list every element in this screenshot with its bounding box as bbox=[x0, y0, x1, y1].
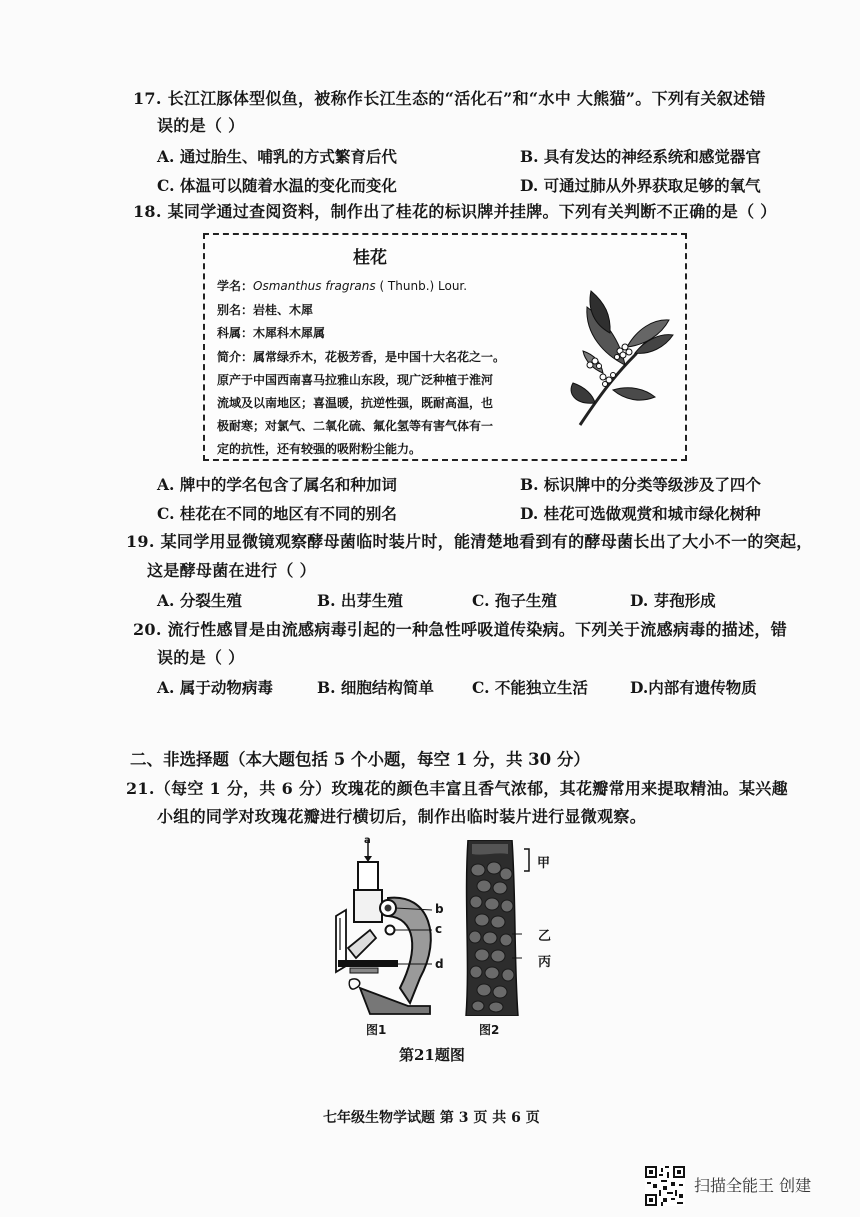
q19-option-c: C. 孢子生殖 bbox=[472, 591, 557, 610]
q17-option-d: D. 可通过肺从外界获取足够的氧气 bbox=[520, 176, 761, 195]
q17-stem-line1: 17. 长江江豚体型似鱼，被称作长江生态的“活化石”和“水中 大熊猫”。下列有关叙述错 bbox=[133, 89, 766, 108]
q17-stem-line2: 误的是（ ） bbox=[157, 116, 245, 135]
card-alias: 别名：岩桂、木犀 bbox=[217, 303, 314, 317]
q18-option-d: D. 桂花可选做观赏和城市绿化树种 bbox=[520, 504, 761, 523]
scanner-watermark: 扫描全能王 创建 bbox=[694, 1176, 812, 1195]
q19-option-d: D. 芽孢形成 bbox=[630, 591, 716, 610]
q19-option-a: A. 分裂生殖 bbox=[157, 591, 242, 610]
fig1-label-b: b bbox=[435, 902, 444, 916]
q18-option-a: A. 牌中的学名包含了属名和种加词 bbox=[157, 475, 397, 494]
fig1-caption: 图1 bbox=[366, 1023, 387, 1037]
q17-option-b: B. 具有发达的神经系统和感觉器官 bbox=[520, 147, 761, 166]
q19-stem-line2: 这是酵母菌在进行（ ） bbox=[147, 561, 316, 580]
card-sci-author: ( Thunb.) Lour. bbox=[375, 279, 468, 293]
card-intro-line2: 原产于中国西南喜马拉雅山东段，现广泛种植于淮河 bbox=[217, 373, 494, 387]
q20-option-c: C. 不能独立生活 bbox=[472, 678, 588, 697]
q19-stem-line1: 19. 某同学用显微镜观察酵母菌临时装片时，能清楚地看到有的酵母菌长出了大小不一的突起， bbox=[126, 532, 813, 551]
card-intro-line4: 极耐寒；对氯气、二氧化硫、氟化氢等有害气体有一 bbox=[217, 419, 494, 433]
section-detail: （本大题包括 5 个小题，每空 1 分，共 30 分） bbox=[229, 750, 590, 769]
card-family: 科属：木犀科木犀属 bbox=[217, 326, 326, 340]
q20-stem-line1: 20. 流行性感冒是由流感病毒引起的一种急性呼吸道传染病。下列关于流感病毒的描述，错 bbox=[133, 620, 788, 639]
card-sci-label: 学名： bbox=[217, 279, 254, 293]
q18-stem-line1: 18. 某同学通过查阅资料，制作出了桂花的标识牌并挂牌。下列有关判断不正确的是（ ） bbox=[133, 202, 777, 221]
q20-stem-line2: 误的是（ ） bbox=[157, 648, 245, 667]
osmanthus-illustration bbox=[565, 285, 675, 430]
q21-stem-line1: 21.（每空 1 分，共 6 分）玫瑰花的颜色丰富且香气浓郁，其花瓣常用来提取精油。某兴趣 bbox=[126, 779, 788, 798]
fig2-label-yi: 乙 bbox=[538, 929, 552, 944]
card-title: 桂花 bbox=[353, 248, 387, 268]
section-title: 二、非选择题 bbox=[130, 750, 229, 769]
q21-stem-line2: 小组的同学对玫瑰花瓣进行横切后，制作出临时装片进行显微观察。 bbox=[157, 807, 647, 826]
card-intro-line5: 定的抗性，还有较强的吸附粉尘能力。 bbox=[217, 442, 422, 456]
figure-title: 第21题图 bbox=[399, 1046, 465, 1064]
q20-option-a: A. 属于动物病毒 bbox=[157, 678, 273, 697]
fig2-label-jia: 甲 bbox=[537, 856, 551, 871]
card-intro-line1: 简介：属常绿乔木，花极芳香，是中国十大名花之一。 bbox=[217, 350, 506, 364]
card-intro-line3: 流域及以南地区；喜温暖，抗逆性强，既耐高温，也 bbox=[217, 396, 494, 410]
q17-option-c: C. 体温可以随着水温的变化而变化 bbox=[157, 176, 397, 195]
bracket-jia bbox=[523, 848, 535, 872]
q19-option-b: B. 出芽生殖 bbox=[317, 591, 403, 610]
fig2-label-bing: 丙 bbox=[538, 955, 552, 970]
fig1-label-a: a bbox=[364, 835, 371, 846]
card-scientific-name-row bbox=[217, 277, 467, 294]
page-footer: 七年级生物学试题 第 3 页 共 6 页 bbox=[323, 1110, 540, 1126]
q18-option-c: C. 桂花在不同的地区有不同的别名 bbox=[157, 504, 397, 523]
fig1-label-c: c bbox=[435, 922, 443, 936]
card-sci-name: Osmanthus fragrans bbox=[253, 279, 376, 293]
petal-section-figure bbox=[462, 840, 522, 1016]
q20-option-b: B. 细胞结构简单 bbox=[317, 678, 434, 697]
fig2-caption: 图2 bbox=[479, 1023, 500, 1037]
q17-option-a: A. 通过胎生、哺乳的方式繁育后代 bbox=[157, 147, 397, 166]
section-heading bbox=[130, 746, 590, 770]
osmanthus-label-card bbox=[203, 233, 687, 461]
fig1-label-d: d bbox=[435, 957, 444, 971]
q20-option-d: D.内部有遗传物质 bbox=[630, 678, 757, 697]
q18-option-b: B. 标识牌中的分类等级涉及了四个 bbox=[520, 475, 761, 494]
qr-code-icon bbox=[645, 1166, 685, 1206]
